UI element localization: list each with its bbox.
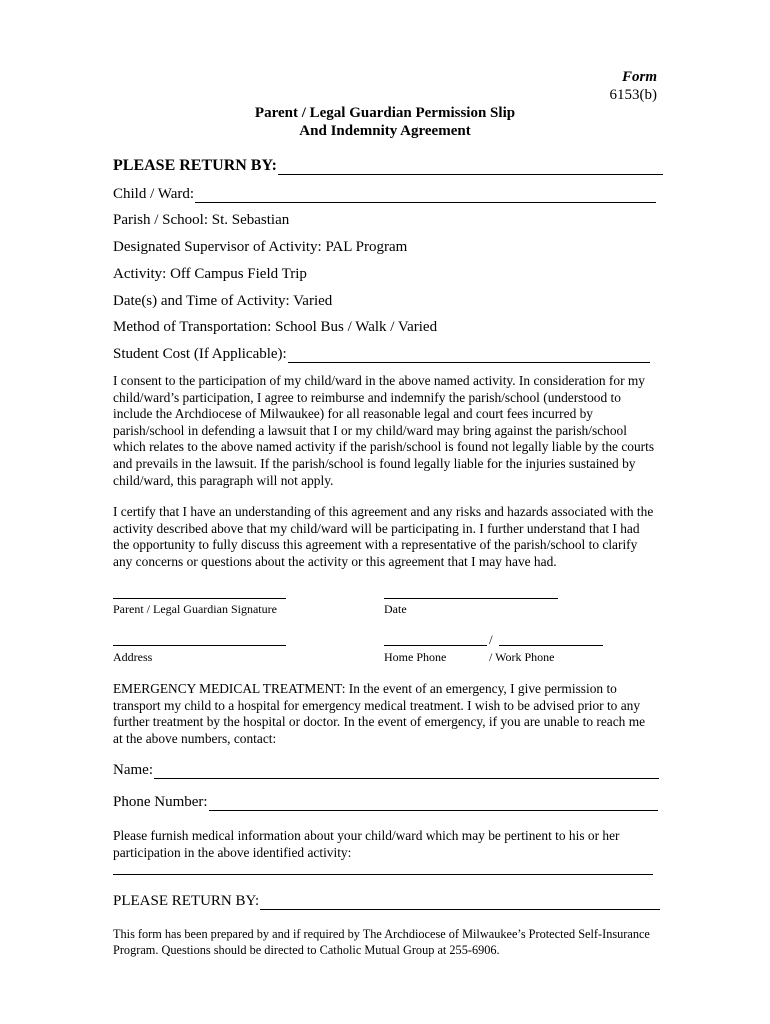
work-phone-line[interactable]	[499, 645, 603, 646]
activity-field: Activity: Off Campus Field Trip	[113, 266, 307, 282]
emergency-phone-field[interactable]	[113, 794, 658, 811]
emergency-phone-label: Phone Number:	[113, 794, 208, 810]
emergency-name-field[interactable]	[113, 762, 659, 779]
bottom-return-by-line[interactable]	[260, 895, 660, 910]
address-label: Address	[113, 650, 153, 664]
student-cost-field[interactable]	[113, 346, 650, 363]
guardian-signature-label: Parent / Legal Guardian Signature	[113, 602, 277, 616]
home-phone-line[interactable]	[384, 645, 487, 646]
please-return-by-label: PLEASE RETURN BY:	[113, 157, 277, 174]
bottom-return-by-label: PLEASE RETURN BY:	[113, 893, 260, 909]
transportation-field: Method of Transportation: School Bus / Walk / Varied	[113, 319, 438, 335]
consent-paragraph: I consent to the participation of my child/ward in the above named activity. In consideration for my child/ward’s participation, I agree to reimburse and indemnify the parish/school (understood to include the Archdiocese of Milwaukee) for all reasonable legal and court fees incurred by parish/school in defending a lawsuit that I or my child/ward may bring against the parish/school which relates to the above named activity if the parish/school is found not legally liable by the courts and prevails in the lawsuit. If the parish/school is found legally liable for the injuries sustained by child/ward, this paragraph will not apply.	[113, 373, 655, 488]
student-cost-label: Student Cost (If Applicable):	[113, 346, 287, 362]
please-return-by-field[interactable]	[113, 157, 663, 175]
please-return-by-line[interactable]	[278, 160, 663, 175]
title-line-2: And Indemnity Agreement	[299, 123, 471, 139]
work-phone-label: / Work Phone	[489, 650, 555, 664]
guardian-signature-line[interactable]	[113, 598, 286, 599]
date-line[interactable]	[384, 598, 558, 599]
medical-paragraph: Please furnish medical information about your child/ward which may be pertinent to his or her participation in the above identified activity:	[113, 828, 620, 860]
emergency-paragraph: EMERGENCY MEDICAL TREATMENT: In the event of an emergency, I give permission to transport my child to a hospital for emergency medical treatment. I wish to be advised prior to any further treatment by the hospital or doctor. In the event of emergency, if you are unable to reach me at the above numbers, contact:	[113, 681, 646, 746]
emergency-name-label: Name:	[113, 762, 153, 778]
child-ward-field[interactable]	[113, 186, 656, 203]
date-label: Date	[384, 602, 407, 616]
parish-school-field: Parish / School: St. Sebastian	[113, 212, 290, 228]
emergency-name-line[interactable]	[154, 764, 659, 779]
form-label: Form	[621, 69, 657, 85]
medical-info-line[interactable]	[113, 874, 653, 875]
form-number: 6153(b)	[609, 87, 657, 103]
supervisor-field: Designated Supervisor of Activity: PAL Program	[113, 239, 408, 255]
emergency-phone-line[interactable]	[209, 796, 658, 811]
bottom-return-by-field[interactable]	[113, 893, 660, 910]
home-phone-label: Home Phone	[384, 650, 447, 664]
child-ward-line[interactable]	[195, 188, 656, 203]
child-ward-label: Child / Ward:	[113, 186, 195, 202]
title-line-1: Parent / Legal Guardian Permission Slip	[254, 105, 516, 121]
dates-field: Date(s) and Time of Activity: Varied	[113, 293, 333, 309]
footer-note: This form has been prepared by and if required by The Archdiocese of Milwaukee’s Protected Self-Insurance Program. Questions should be directed to Catholic Mutual Group at 255-6906.	[113, 927, 650, 957]
student-cost-line[interactable]	[288, 348, 650, 363]
phone-separator: /	[489, 632, 493, 647]
certify-paragraph: I certify that I have an understanding of this agreement and any risks and hazards associated with the activity described above that my child/ward will be participating in. I further understand that I had the opportunity to fully discuss this agreement with a representative of the parish/school to clarify any concerns or questions about the activity or this agreement that I may have had.	[113, 504, 654, 569]
address-line[interactable]	[113, 645, 286, 646]
